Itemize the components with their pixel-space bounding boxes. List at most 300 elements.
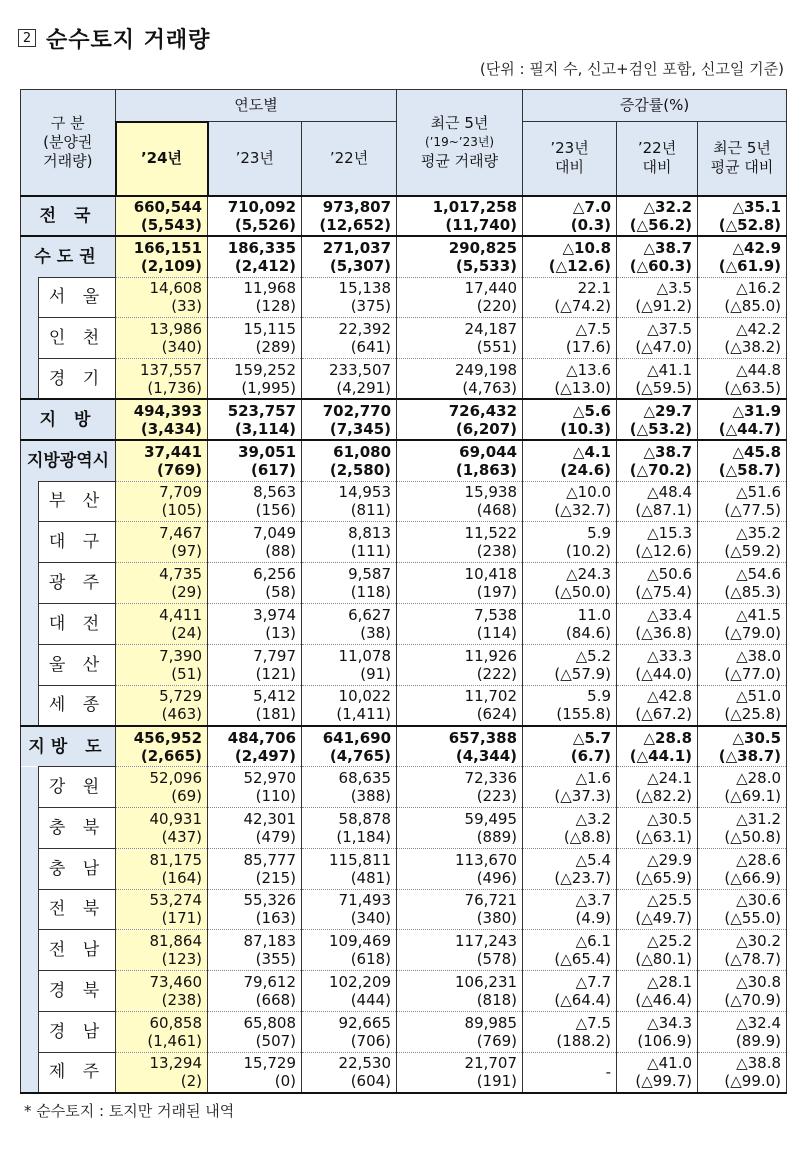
value-main: 37,441 (144, 442, 203, 461)
value-presale: (155.8) (556, 705, 612, 724)
cell-v22 (302, 930, 397, 971)
value-main: 233,507 (329, 360, 392, 379)
value-presale: (33) (171, 297, 203, 316)
value-main: 7,049 (253, 524, 297, 543)
value-presale: (238) (161, 991, 203, 1010)
value-main: 81,864 (149, 932, 203, 951)
value-presale: (355) (255, 950, 297, 969)
value-presale: (△25.8) (724, 705, 782, 724)
value-main: 660,544 (133, 197, 203, 216)
region-label: 대 전 (39, 603, 116, 644)
cell-avg (397, 971, 523, 1012)
value-presale: (13) (265, 623, 297, 642)
value-main: 58,878 (338, 809, 392, 828)
table-row (21, 522, 787, 563)
value-presale: (84.6) (565, 623, 612, 642)
value-main: △31.9 (732, 401, 782, 420)
value-presale: (479) (255, 827, 297, 846)
value-presale: (△91.2) (635, 297, 693, 316)
value-main: △28.8 (643, 728, 693, 747)
value-presale: (4,344) (455, 746, 518, 765)
cell-avg (397, 359, 523, 400)
value-main: △50.6 (647, 565, 693, 584)
table-header (21, 90, 787, 196)
cell-v24 (116, 603, 208, 644)
value-main: △5.6 (572, 401, 612, 420)
cell-r23 (523, 563, 617, 604)
value-main: △54.6 (736, 565, 782, 584)
value-presale: (618) (350, 950, 392, 969)
value-main: 55,326 (243, 891, 297, 910)
value-presale: (10.2) (565, 542, 612, 561)
cell-v24 (116, 726, 208, 767)
value-main: △48.4 (647, 483, 693, 502)
value-presale: (2,412) (234, 256, 297, 275)
indent-gutter (21, 277, 39, 318)
value-main: 641,690 (322, 728, 392, 747)
cell-r23 (523, 930, 617, 971)
cell-ravg (698, 522, 787, 563)
value-main: △6.1 (575, 932, 612, 951)
value-presale: (△65.4) (554, 950, 612, 969)
table-row (21, 399, 787, 440)
region-label: 인 천 (39, 318, 116, 359)
value-main: △15.3 (647, 524, 693, 543)
value-main: △25.5 (647, 891, 693, 910)
value-main: △7.7 (575, 973, 612, 992)
value-main: 61,080 (333, 442, 392, 461)
value-presale: (617) (250, 460, 297, 479)
value-main: 22.1 (577, 279, 612, 298)
value-main: △16.2 (736, 279, 782, 298)
value-main: △35.2 (736, 524, 782, 543)
value-presale: (375) (350, 297, 392, 316)
value-presale: (111) (350, 542, 392, 561)
value-presale: (△87.1) (635, 501, 693, 520)
table-row (21, 196, 787, 237)
value-presale: (38) (360, 623, 392, 642)
value-presale: (388) (350, 787, 392, 806)
value-main: △5.2 (575, 646, 612, 665)
value-presale: (△44.1) (629, 746, 693, 765)
value-main: △30.8 (736, 973, 782, 992)
value-main: 10,022 (338, 687, 392, 706)
table-row (21, 767, 787, 808)
cell-ravg (698, 930, 787, 971)
region-label: 지방 도 (21, 726, 116, 767)
value-presale: (17.6) (565, 338, 612, 357)
value-presale: (818) (476, 991, 518, 1010)
cell-r23 (523, 440, 617, 481)
value-presale: (△38.2) (724, 338, 782, 357)
region-label: 전 국 (21, 196, 116, 237)
value-presale: (△80.1) (635, 950, 693, 969)
cell-r22 (617, 440, 698, 481)
value-main: 113,670 (455, 850, 518, 869)
cell-r23 (523, 726, 617, 767)
value-presale: (24.6) (560, 460, 612, 479)
cell-r22 (617, 318, 698, 359)
cell-r22 (617, 971, 698, 1012)
value-presale: (△32.7) (554, 501, 612, 520)
region-label: 대 구 (39, 522, 116, 563)
value-main: △45.8 (732, 442, 782, 461)
cell-r22 (617, 481, 698, 522)
value-main: 6,256 (253, 565, 297, 584)
indent-gutter (21, 359, 39, 400)
value-presale: (△23.7) (554, 868, 612, 887)
table-row (21, 603, 787, 644)
value-main: 5,412 (253, 687, 297, 706)
cell-r23 (523, 971, 617, 1012)
cell-v24 (116, 522, 208, 563)
table-row (21, 930, 787, 971)
value-presale: (463) (161, 705, 203, 724)
region-label: 서 울 (39, 277, 116, 318)
table-row (21, 726, 787, 767)
cell-v22 (302, 767, 397, 808)
indent-gutter (21, 603, 39, 644)
cell-avg (397, 726, 523, 767)
cell-r22 (617, 603, 698, 644)
header-y22: ’22년 (302, 122, 397, 196)
cell-ravg (698, 318, 787, 359)
cell-v22 (302, 971, 397, 1012)
cell-v22 (302, 889, 397, 930)
value-main: 14,608 (149, 279, 203, 298)
value-main: 523,757 (227, 401, 297, 420)
value-presale: (△36.8) (635, 623, 693, 642)
cell-v24 (116, 889, 208, 930)
value-main: 106,231 (455, 973, 518, 992)
cell-r23 (523, 848, 617, 889)
cell-r23 (523, 807, 617, 848)
cell-v23 (208, 440, 302, 481)
cell-v22 (302, 399, 397, 440)
value-main: △5.7 (572, 728, 612, 747)
footnote: * 순수토지 : 토지만 거래된 내역 (24, 1102, 235, 1120)
cell-v24 (116, 236, 208, 277)
value-main: 11.0 (577, 605, 612, 624)
indent-gutter (21, 318, 39, 359)
cell-v22 (302, 1052, 397, 1093)
cell-r22 (617, 1052, 698, 1093)
value-presale: (△75.4) (635, 583, 693, 602)
indent-gutter (21, 848, 39, 889)
land-transaction-table (20, 89, 787, 1094)
value-presale: (578) (476, 950, 518, 969)
table-row (21, 1011, 787, 1052)
value-presale: (641) (350, 338, 392, 357)
cell-r22 (617, 399, 698, 440)
value-main: 102,209 (329, 973, 392, 992)
value-presale: (51) (171, 664, 203, 683)
cell-v23 (208, 522, 302, 563)
value-presale: (0) (274, 1072, 297, 1091)
value-presale: (△12.6) (548, 256, 612, 275)
value-presale: (△47.0) (635, 338, 693, 357)
table-row (21, 971, 787, 1012)
cell-v22 (302, 359, 397, 400)
value-presale: (△37.3) (554, 787, 612, 806)
cell-r23 (523, 399, 617, 440)
value-presale: (△69.1) (724, 787, 782, 806)
value-main: △28.6 (736, 850, 782, 869)
value-main: 710,092 (227, 197, 297, 216)
cell-ravg (698, 481, 787, 522)
cell-v23 (208, 399, 302, 440)
cell-ravg (698, 1011, 787, 1052)
cell-ravg (698, 848, 787, 889)
cell-r22 (617, 767, 698, 808)
value-presale: (6.7) (570, 746, 612, 765)
cell-ravg (698, 1052, 787, 1093)
value-main: 79,612 (243, 973, 297, 992)
cell-v22 (302, 848, 397, 889)
header-y23: ’23년 (208, 122, 302, 196)
header-vsavg: 최근 5년 평균 대비 (698, 122, 787, 196)
value-presale: (△50.0) (554, 583, 612, 602)
cell-v24 (116, 563, 208, 604)
value-main: 52,970 (243, 769, 297, 788)
cell-r22 (617, 848, 698, 889)
value-main: △30.6 (736, 891, 782, 910)
value-main: 87,183 (243, 932, 297, 951)
cell-v24 (116, 318, 208, 359)
value-presale: (12,652) (319, 215, 392, 234)
table-row (21, 848, 787, 889)
value-presale: (△74.2) (554, 297, 612, 316)
value-main: △25.2 (647, 932, 693, 951)
unit-note: (단위 : 필지 수, 신고+검인 포함, 신고일 기준) (479, 60, 784, 78)
cell-r23 (523, 318, 617, 359)
value-main: 3,974 (253, 605, 297, 624)
value-presale: (△44.7) (718, 419, 782, 438)
cell-avg (397, 440, 523, 481)
value-presale: (769) (476, 1031, 518, 1050)
value-main: - (605, 1063, 612, 1082)
region-label: 전 북 (39, 889, 116, 930)
value-presale: (5,526) (234, 215, 297, 234)
indent-gutter (21, 767, 39, 808)
value-main: △28.1 (647, 973, 693, 992)
cell-v22 (302, 236, 397, 277)
value-presale: (△56.2) (629, 215, 693, 234)
cell-v24 (116, 481, 208, 522)
cell-r22 (617, 726, 698, 767)
cell-v24 (116, 848, 208, 889)
value-presale: (238) (476, 542, 518, 561)
value-main: 52,096 (149, 769, 203, 788)
cell-avg (397, 1052, 523, 1093)
cell-r22 (617, 196, 698, 237)
table-row (21, 1052, 787, 1093)
value-presale: (△61.9) (718, 256, 782, 275)
value-presale: (△70.9) (724, 991, 782, 1010)
value-main: 7,390 (159, 646, 203, 665)
cell-r22 (617, 359, 698, 400)
value-main: △4.1 (572, 442, 612, 461)
value-presale: (706) (350, 1031, 392, 1050)
header-y24: ’24년 (116, 122, 208, 196)
value-main: 137,557 (139, 360, 203, 379)
value-main: 9,587 (348, 565, 392, 584)
cell-r22 (617, 807, 698, 848)
value-presale: (4.9) (575, 909, 612, 928)
value-main: 15,115 (243, 320, 297, 339)
value-main: 8,563 (253, 483, 297, 502)
value-presale: (3,434) (140, 419, 203, 438)
region-label: 수도권 (21, 236, 116, 277)
cell-v22 (302, 563, 397, 604)
cell-r23 (523, 767, 617, 808)
title-text: 순수토지 거래량 (46, 27, 211, 53)
value-presale: (123) (161, 950, 203, 969)
value-main: △30.5 (732, 728, 782, 747)
value-presale: (380) (476, 909, 518, 928)
value-main: 11,702 (464, 687, 518, 706)
cell-avg (397, 644, 523, 685)
value-presale: (△44.0) (635, 664, 693, 683)
value-presale: (△65.9) (635, 868, 693, 887)
value-presale: (110) (255, 787, 297, 806)
value-presale: (3,114) (234, 419, 297, 438)
value-main: △10.0 (566, 483, 612, 502)
cell-r23 (523, 1011, 617, 1052)
cell-avg (397, 196, 523, 237)
value-presale: (2,665) (140, 746, 203, 765)
value-main: △7.5 (575, 320, 612, 339)
value-main: 5.9 (587, 687, 612, 706)
cell-ravg (698, 644, 787, 685)
value-presale: (4,291) (336, 378, 392, 397)
section-number-box: 2 (18, 29, 36, 47)
value-presale: (5,307) (329, 256, 392, 275)
value-main: △13.6 (566, 360, 612, 379)
cell-v23 (208, 318, 302, 359)
value-presale: (1,184) (336, 827, 392, 846)
value-presale: (811) (350, 501, 392, 520)
value-presale: (2,497) (234, 746, 297, 765)
table-row (21, 359, 787, 400)
value-presale: (△79.0) (724, 623, 782, 642)
cell-avg (397, 807, 523, 848)
value-main: 15,138 (338, 279, 392, 298)
value-presale: (△85.3) (724, 583, 782, 602)
value-main: 186,335 (227, 238, 297, 257)
region-label: 지 방 (21, 399, 116, 440)
value-main: △28.0 (736, 769, 782, 788)
indent-gutter (21, 1011, 39, 1052)
value-presale: (△63.5) (724, 378, 782, 397)
value-main: △31.2 (736, 809, 782, 828)
value-main: 13,294 (149, 1054, 203, 1073)
cell-v23 (208, 1011, 302, 1052)
value-main: 657,388 (448, 728, 518, 747)
value-main: 42,301 (243, 809, 297, 828)
cell-v24 (116, 359, 208, 400)
value-presale: (1,995) (241, 378, 297, 397)
value-presale: (197) (476, 583, 518, 602)
value-presale: (340) (350, 909, 392, 928)
value-main: 15,729 (243, 1054, 297, 1073)
region-label: 광 주 (39, 563, 116, 604)
value-main: △41.5 (736, 605, 782, 624)
cell-v23 (208, 1052, 302, 1093)
value-main: △24.3 (566, 565, 612, 584)
region-label: 경 북 (39, 971, 116, 1012)
table-row (21, 685, 787, 726)
cell-r22 (617, 1011, 698, 1052)
cell-avg (397, 848, 523, 889)
value-main: 81,175 (149, 850, 203, 869)
value-presale: (340) (161, 338, 203, 357)
cell-v22 (302, 522, 397, 563)
value-presale: (88) (265, 542, 297, 561)
value-main: 17,440 (464, 279, 518, 298)
value-main: △38.0 (736, 646, 782, 665)
value-main: △7.0 (572, 197, 612, 216)
cell-avg (397, 522, 523, 563)
cell-avg (397, 930, 523, 971)
value-presale: (289) (255, 338, 297, 357)
value-main: 4,735 (159, 565, 203, 584)
value-main: △44.8 (736, 360, 782, 379)
header-yearly: 연도별 (116, 90, 397, 122)
value-main: △7.5 (575, 1013, 612, 1032)
value-main: 14,953 (338, 483, 392, 502)
value-main: 271,037 (322, 238, 392, 257)
value-main: 11,078 (338, 646, 392, 665)
value-presale: (156) (255, 501, 297, 520)
value-main: 117,243 (455, 932, 518, 951)
value-main: 65,808 (243, 1013, 297, 1032)
value-presale: (220) (476, 297, 518, 316)
value-main: △24.1 (647, 769, 693, 788)
value-main: 290,825 (448, 238, 518, 257)
value-presale: (△64.4) (554, 991, 612, 1010)
cell-r22 (617, 563, 698, 604)
value-presale: (11,740) (445, 215, 518, 234)
value-presale: (△59.5) (635, 378, 693, 397)
value-main: △38.7 (643, 238, 693, 257)
cell-r22 (617, 685, 698, 726)
value-presale: (437) (161, 827, 203, 846)
value-presale: (215) (255, 868, 297, 887)
cell-v23 (208, 930, 302, 971)
value-main: △42.2 (736, 320, 782, 339)
value-presale: (889) (476, 827, 518, 846)
value-presale: (29) (171, 583, 203, 602)
value-main: 5,729 (159, 687, 203, 706)
value-presale: (91) (360, 664, 392, 683)
value-presale: (△85.0) (724, 297, 782, 316)
value-presale: (△67.2) (635, 705, 693, 724)
value-main: △29.7 (643, 401, 693, 420)
header-rate: 증감률(%) (523, 90, 787, 122)
value-presale: (△77.0) (724, 664, 782, 683)
indent-gutter (21, 1052, 39, 1093)
value-main: △30.2 (736, 932, 782, 951)
cell-v24 (116, 1011, 208, 1052)
table-row (21, 481, 787, 522)
cell-avg (397, 685, 523, 726)
cell-v23 (208, 603, 302, 644)
cell-v22 (302, 726, 397, 767)
cell-v23 (208, 889, 302, 930)
cell-r22 (617, 930, 698, 971)
cell-avg (397, 563, 523, 604)
